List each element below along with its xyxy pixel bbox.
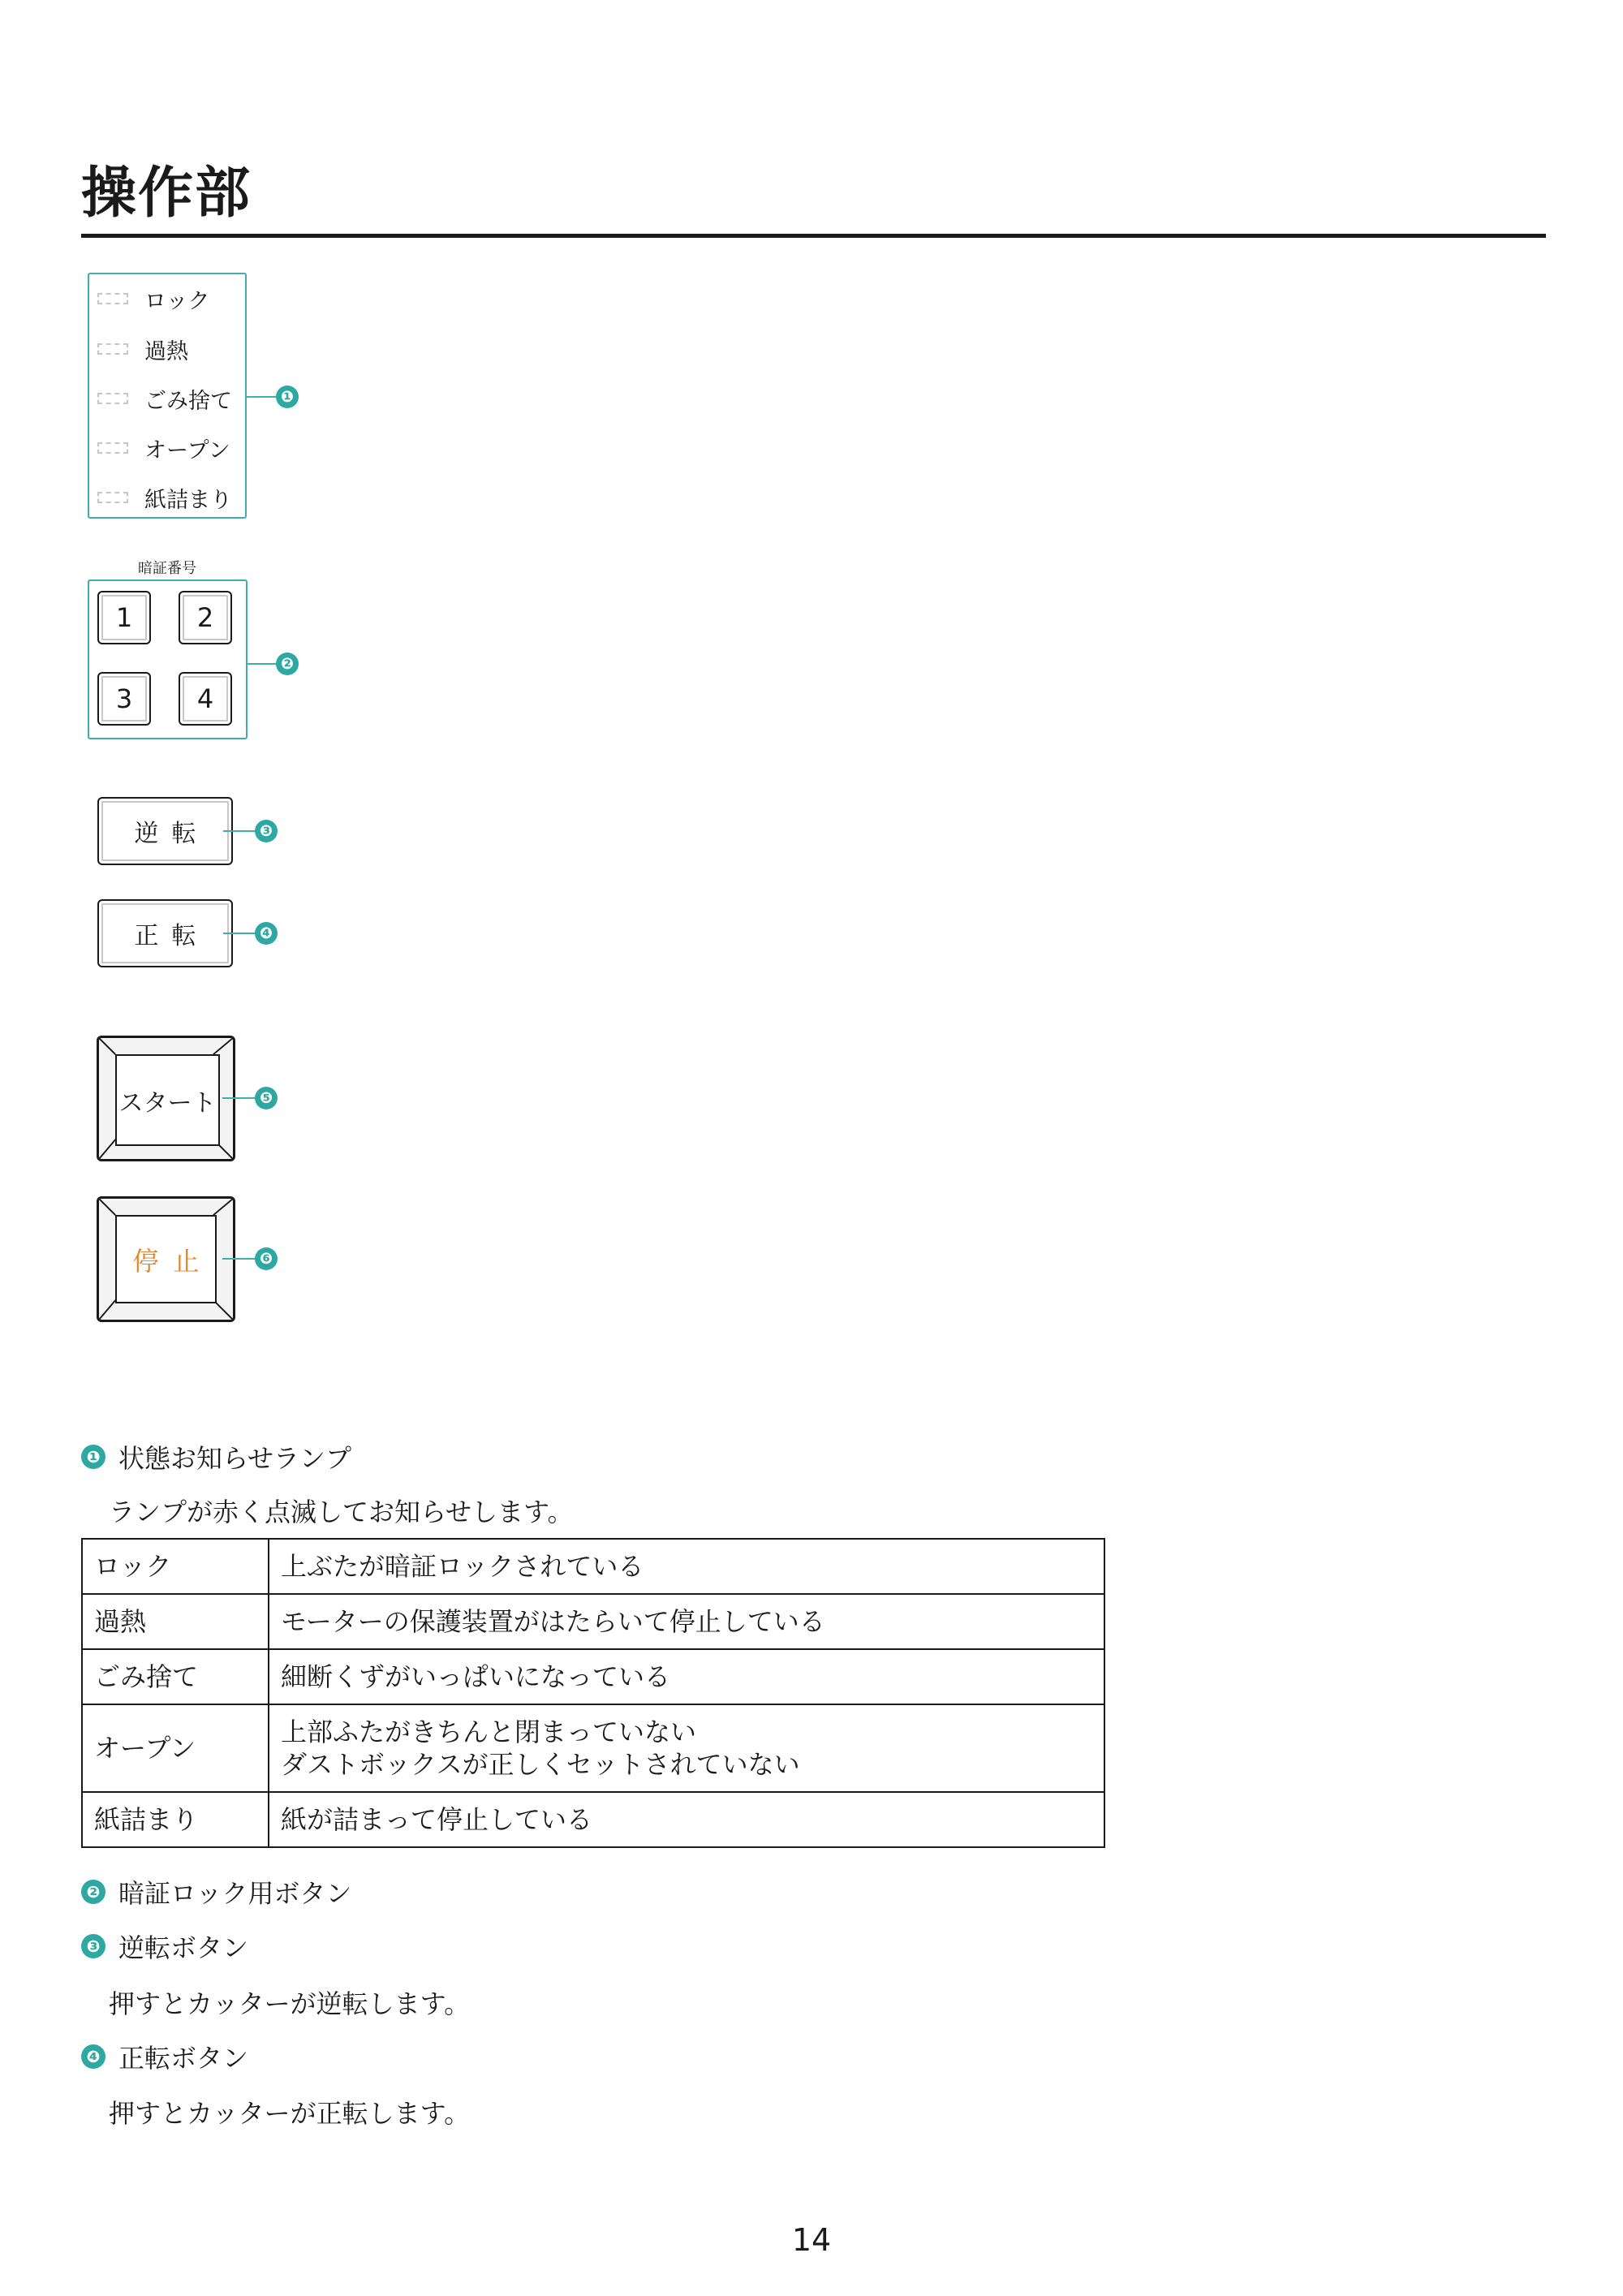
- callout-line-5: [222, 1097, 258, 1099]
- table-cell-lamp: 過熱: [82, 1594, 269, 1649]
- lamp-indicator: [97, 442, 128, 454]
- table-row: [82, 1792, 1104, 1847]
- lamp-status-table: [81, 1538, 1105, 1848]
- callout-3: ❸: [255, 820, 278, 842]
- callout-4-small: ❹: [81, 2044, 105, 2069]
- reverse-button[interactable]: 逆転: [97, 797, 233, 865]
- start-button[interactable]: [97, 1036, 235, 1161]
- table-cell-lamp: ロック: [82, 1539, 269, 1594]
- stop-button[interactable]: [97, 1196, 235, 1322]
- callout-line-6: [222, 1258, 258, 1260]
- lamp-label: 過熱: [144, 338, 188, 364]
- desc-3-text: 押すとカッターが逆転します。: [109, 1988, 471, 2019]
- lamp-label: 紙詰まり: [144, 487, 232, 513]
- pin-key-4[interactable]: 4: [179, 672, 232, 726]
- callout-line-2: [248, 663, 277, 665]
- lamp-paper-jam: [97, 481, 232, 514]
- lamp-open: [97, 432, 230, 464]
- callout-4: ❹: [255, 922, 278, 945]
- callout-1-small: ❶: [81, 1445, 105, 1469]
- pin-keypad: [88, 579, 248, 739]
- table-cell-meaning: 紙が詰まって停止している: [269, 1792, 1104, 1847]
- start-button-label: スタート: [115, 1054, 220, 1146]
- callout-3-small: ❸: [81, 1934, 105, 1958]
- desc-4-text: 押すとカッターが正転します。: [109, 2098, 471, 2129]
- table-row: [82, 1594, 1104, 1649]
- lamp-indicator: [97, 492, 128, 503]
- meaning-line-2: ダストボックスが正しくセットされていない: [281, 1749, 800, 1780]
- table-cell-meaning: 細断くずがいっぱいになっている: [269, 1649, 1104, 1704]
- lamp-indicator: [97, 343, 128, 355]
- forward-button[interactable]: 正転: [97, 899, 233, 967]
- desc-1-heading: [81, 1438, 351, 1475]
- callout-line-4: [223, 933, 257, 934]
- table-cell-lamp: ごみ捨て: [82, 1649, 269, 1704]
- table-cell-meaning: モーターの保護装置がはたらいて停止している: [269, 1594, 1104, 1649]
- callout-line-1: [247, 396, 278, 398]
- table-cell-lamp: オープン: [82, 1704, 269, 1792]
- desc-2-title: 暗証ロック用ボタン: [118, 1878, 352, 1909]
- lamp-overheat: [97, 333, 188, 365]
- title-divider: [81, 234, 1546, 238]
- lamp-indicator: [97, 293, 128, 304]
- callout-2: ❷: [276, 653, 299, 675]
- callout-2-small: ❷: [81, 1880, 105, 1904]
- pin-key-1[interactable]: 1: [97, 591, 151, 644]
- table-cell-meaning: [269, 1704, 1104, 1792]
- lamp-lock: [97, 282, 209, 315]
- pin-key-2[interactable]: 2: [179, 591, 232, 644]
- page-title: 操作部: [81, 162, 252, 226]
- table-row: [82, 1704, 1104, 1792]
- table-row: [82, 1649, 1104, 1704]
- desc-2-heading: [81, 1873, 351, 1910]
- meaning-line-1: 上部ふたがきちんと閉まっていない: [281, 1717, 697, 1747]
- desc-3-title: 逆転ボタン: [118, 1932, 249, 1963]
- table-cell-lamp: 紙詰まり: [82, 1792, 269, 1847]
- stop-button-label: 停止: [115, 1215, 217, 1303]
- desc-4-title: 正転ボタン: [118, 2043, 249, 2074]
- lamp-label: オープン: [144, 437, 230, 463]
- callout-6: ❻: [255, 1247, 278, 1270]
- callout-line-3: [223, 830, 257, 832]
- callout-1: ❶: [276, 386, 299, 408]
- lamp-indicator: [97, 393, 128, 404]
- pin-key-3[interactable]: 3: [97, 672, 151, 726]
- table-cell-meaning: 上ぶたが暗証ロックされている: [269, 1539, 1104, 1594]
- status-lamp-panel: [88, 273, 247, 519]
- desc-1-text: ランプが赤く点滅してお知らせします。: [109, 1497, 574, 1527]
- desc-1-title: 状態お知らせランプ: [118, 1443, 352, 1474]
- lamp-label: ロック: [144, 288, 210, 314]
- table-row: [82, 1539, 1104, 1594]
- pin-caption: 暗証番号: [138, 560, 196, 577]
- lamp-label: ごみ捨て: [144, 388, 232, 414]
- page-number: 14: [791, 2222, 832, 2258]
- callout-5: ❺: [255, 1087, 278, 1109]
- desc-3-heading: [81, 1928, 248, 1965]
- desc-4-heading: [81, 2038, 248, 2075]
- lamp-waste: [97, 382, 232, 415]
